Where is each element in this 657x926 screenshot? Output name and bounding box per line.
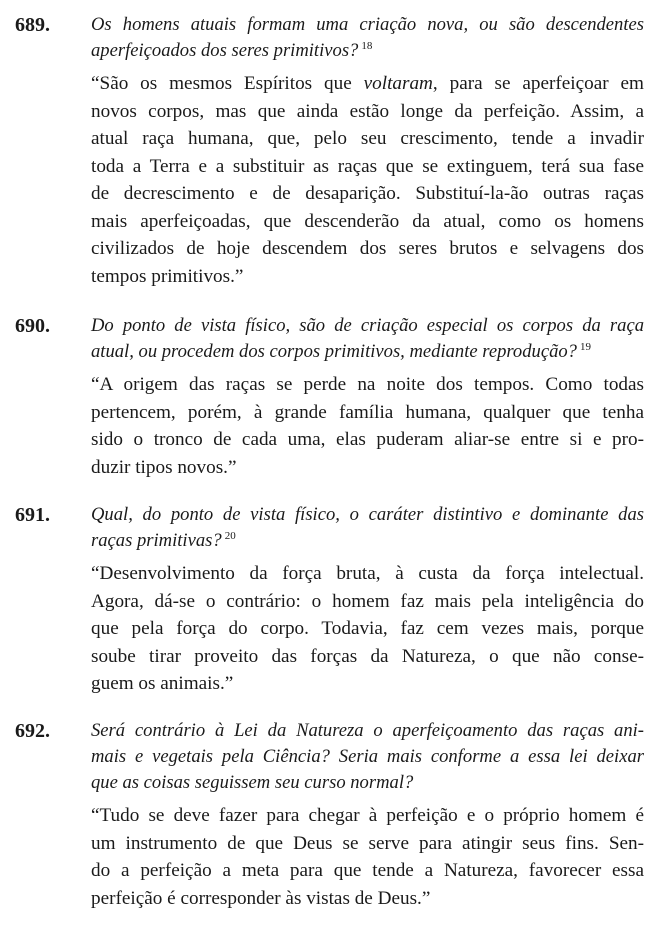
answer-line: mais aperfeiçoadas, que descenderão da atual, como os homens [91,210,644,232]
question-line [91,38,644,64]
question-text [91,313,644,365]
answer-line: novos corpos, mas que ainda estão longe da perfeição. Assim, a [91,100,644,122]
answer-line: “Tudo se deve fazer para chegar à perfeição e o próprio homem é [91,805,644,826]
answer-line: duzir tipos novos.” [91,456,237,478]
question-line-text: aperfeiçoados dos seres primitivos? [91,40,359,61]
footnote-ref: 18 [361,39,373,52]
question-text [91,12,644,64]
answer-line: sido o tronco de cada uma, elas puderam aliar-se entre si e pro- [91,429,644,450]
question-number: 691. [15,504,50,526]
answer-line: soube tirar proveito das forças da Natureza, o que não conse- [91,645,644,667]
entry-body [91,502,644,698]
answer-line: de decrescimento e de desaparição. Substituí-la-ão outras raças [91,183,644,204]
question-line [91,339,644,365]
answer-text [91,560,644,698]
answer-line: “A origem das raças se perde na noite dos tempos. Como todas [91,374,644,395]
answer-line: toda a Terra e a substituir as raças que se extinguem, terá sua fase [91,155,644,177]
entry-body [91,313,644,481]
answer-line: que pela força do corpo. Todavia, faz cem vezes mais, porque [91,618,644,639]
question-number: 689. [15,14,50,36]
question-line: Será contrário à Lei da Natureza o aperfeiçoamento das raças ani- [91,720,644,741]
answer-emphasis: voltaram [363,73,433,94]
answer-line: Agora, dá-se o contrário: o homem faz mais pela inteligência do [91,590,644,612]
answer-line: um instrumento de que Deus se serve para atingir seus fins. Sen- [91,832,644,854]
answer-text [91,371,644,481]
answer-line: guem os animais.” [91,673,234,694]
footnote-ref: 20 [224,529,236,542]
question-line [91,528,644,554]
answer-line [91,70,644,98]
question-line: que as coisas seguissem seu curso normal? [91,772,414,793]
question-line: Os homens atuais formam uma criação nova, ou são descendentes [91,14,644,35]
answer-text [91,802,644,912]
answer-line: do a perfeição a meta para que tende a Natureza, favorecer essa [91,860,644,881]
answer-text [91,70,644,290]
entry-body [91,12,644,290]
answer-line: “Desenvolvimento da força bruta, à custa da força intelectual. [91,563,644,584]
question-line: mais e vegetais pela Ciência? Seria mais conforme a essa lei deixar [91,746,644,767]
answer-line: civilizados de hoje descendem dos seres brutos e selvagens dos [91,238,644,259]
question-number: 690. [15,315,50,337]
question-line: Qual, do ponto de vista físico, o caráter distintivo e dominante das [91,504,644,525]
answer-segment: “São os mesmos Espíritos que [91,73,364,94]
question-text [91,502,644,554]
answer-line: pertencem, porém, à grande família humana, qualquer que tenha [91,401,644,423]
footnote-ref: 19 [579,340,591,353]
question-line: Do ponto de vista físico, são de criação especial os corpos da raça [91,315,644,336]
question-line-text: raças primitivas? [91,530,222,551]
answer-line: atual raça humana, que, pelo seu crescimento, tende a invadir [91,128,644,149]
question-line-text: atual, ou procedem dos corpos primitivos, mediante reprodução? [91,341,577,362]
answer-line: tempos primitivos.” [91,265,244,287]
question-number: 692. [15,720,50,742]
entry-body [91,718,644,912]
question-text [91,718,644,796]
answer-segment: , para se aperfeiçoar em [432,73,644,94]
answer-line: perfeição é corresponder às vistas de Deus.” [91,887,431,909]
